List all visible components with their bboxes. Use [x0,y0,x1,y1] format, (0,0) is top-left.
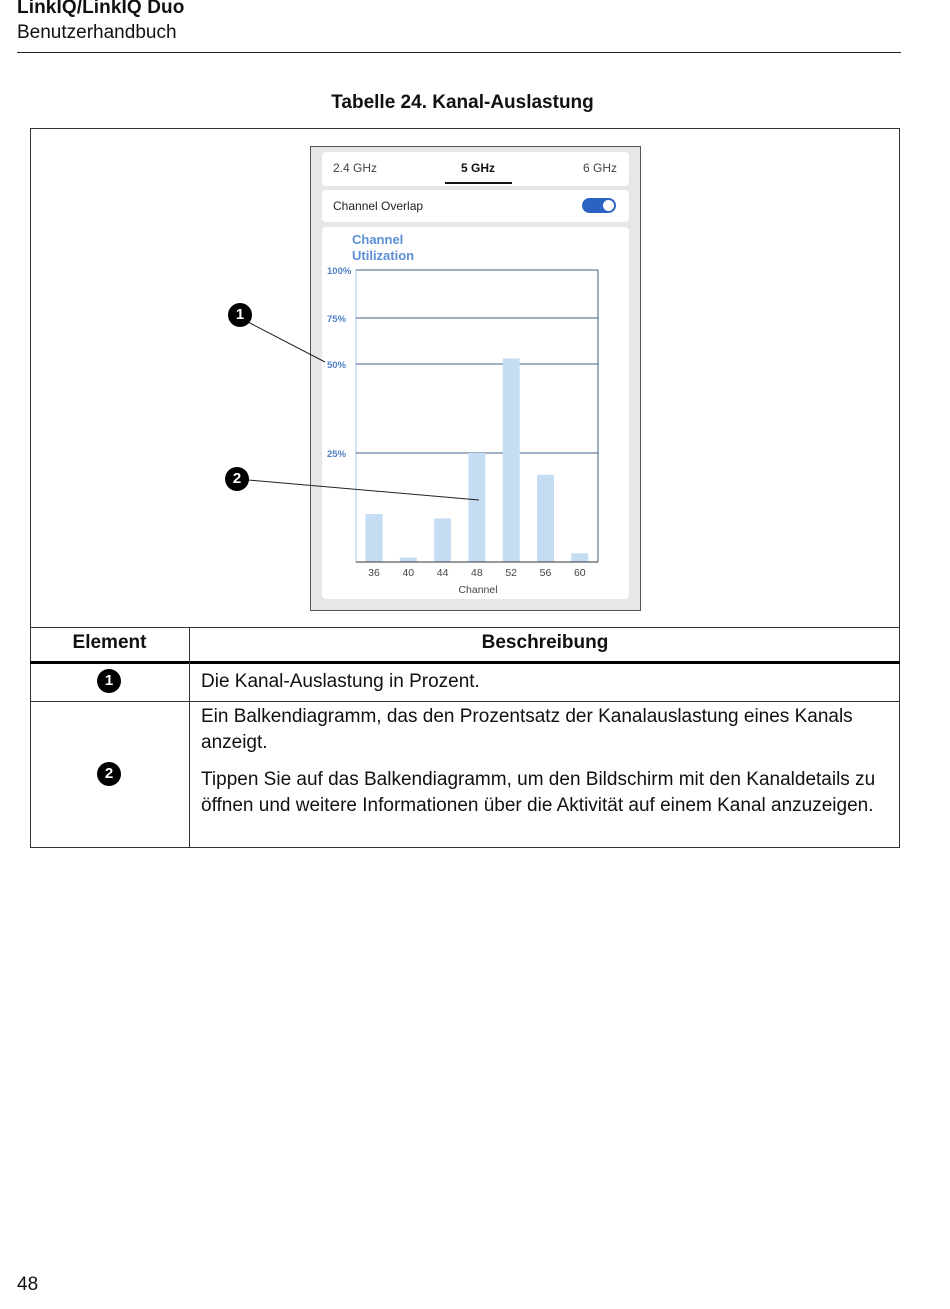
table-caption: Tabelle 24. Kanal-Auslastung [331,92,594,113]
row-2-description-p1: Ein Balkendiagramm, das den Prozentsatz der Kanalauslastung eines Kanals anzeigt. [201,706,853,753]
x-tick-label-44: 44 [436,567,449,579]
x-tick-label-36: 36 [368,567,380,579]
chart-title-line2: Utilization [352,248,415,263]
callout-1-marker: 1 [228,303,252,327]
tab-6ghz[interactable]: 6 GHz [583,161,618,175]
page-number: 48 [17,1274,39,1295]
tab-5ghz[interactable]: 5 GHz [461,161,496,175]
column-header-element: Element [72,632,147,653]
x-tick-label-48: 48 [471,567,483,579]
x-tick-label-40: 40 [402,567,415,579]
x-tick-label-60: 60 [573,567,586,579]
manual-title: LinkIQ/LinkIQ Duo [17,0,185,18]
y-tick-label-75: 75% [327,314,347,325]
chart-title-line1: Channel [352,232,404,247]
x-tick-label-56: 56 [539,567,552,579]
tab-2-4ghz[interactable]: 2.4 GHz [333,161,378,175]
table-rule-row1-bottom [30,701,900,702]
x-tick-label-52: 52 [505,567,518,579]
y-tick-label-100: 100% [327,266,352,277]
row-1-description: Die Kanal-Auslastung in Prozent. [201,671,480,692]
callout-2-line [248,480,479,500]
x-axis-label: Channel [458,584,498,596]
row-2-element-marker: 2 [97,762,121,786]
manual-subtitle: Benutzerhandbuch [17,22,177,43]
y-tick-label-50: 50% [327,360,347,371]
callout-2-marker: 2 [225,467,249,491]
column-header-description: Beschreibung [481,632,609,653]
y-tick-label-25: 25% [327,449,347,460]
row-1-element-marker: 1 [97,669,121,693]
channel-overlap-label: Channel Overlap [333,199,424,213]
row-2-description-p2: Tippen Sie auf das Balkendiagramm, um den Bildschirm mit den Kanaldetails zu öffnen und weitere Informationen über die Aktivität auf einem Kanal anzuzeigen. [201,769,876,816]
callout-1-line [246,321,325,362]
